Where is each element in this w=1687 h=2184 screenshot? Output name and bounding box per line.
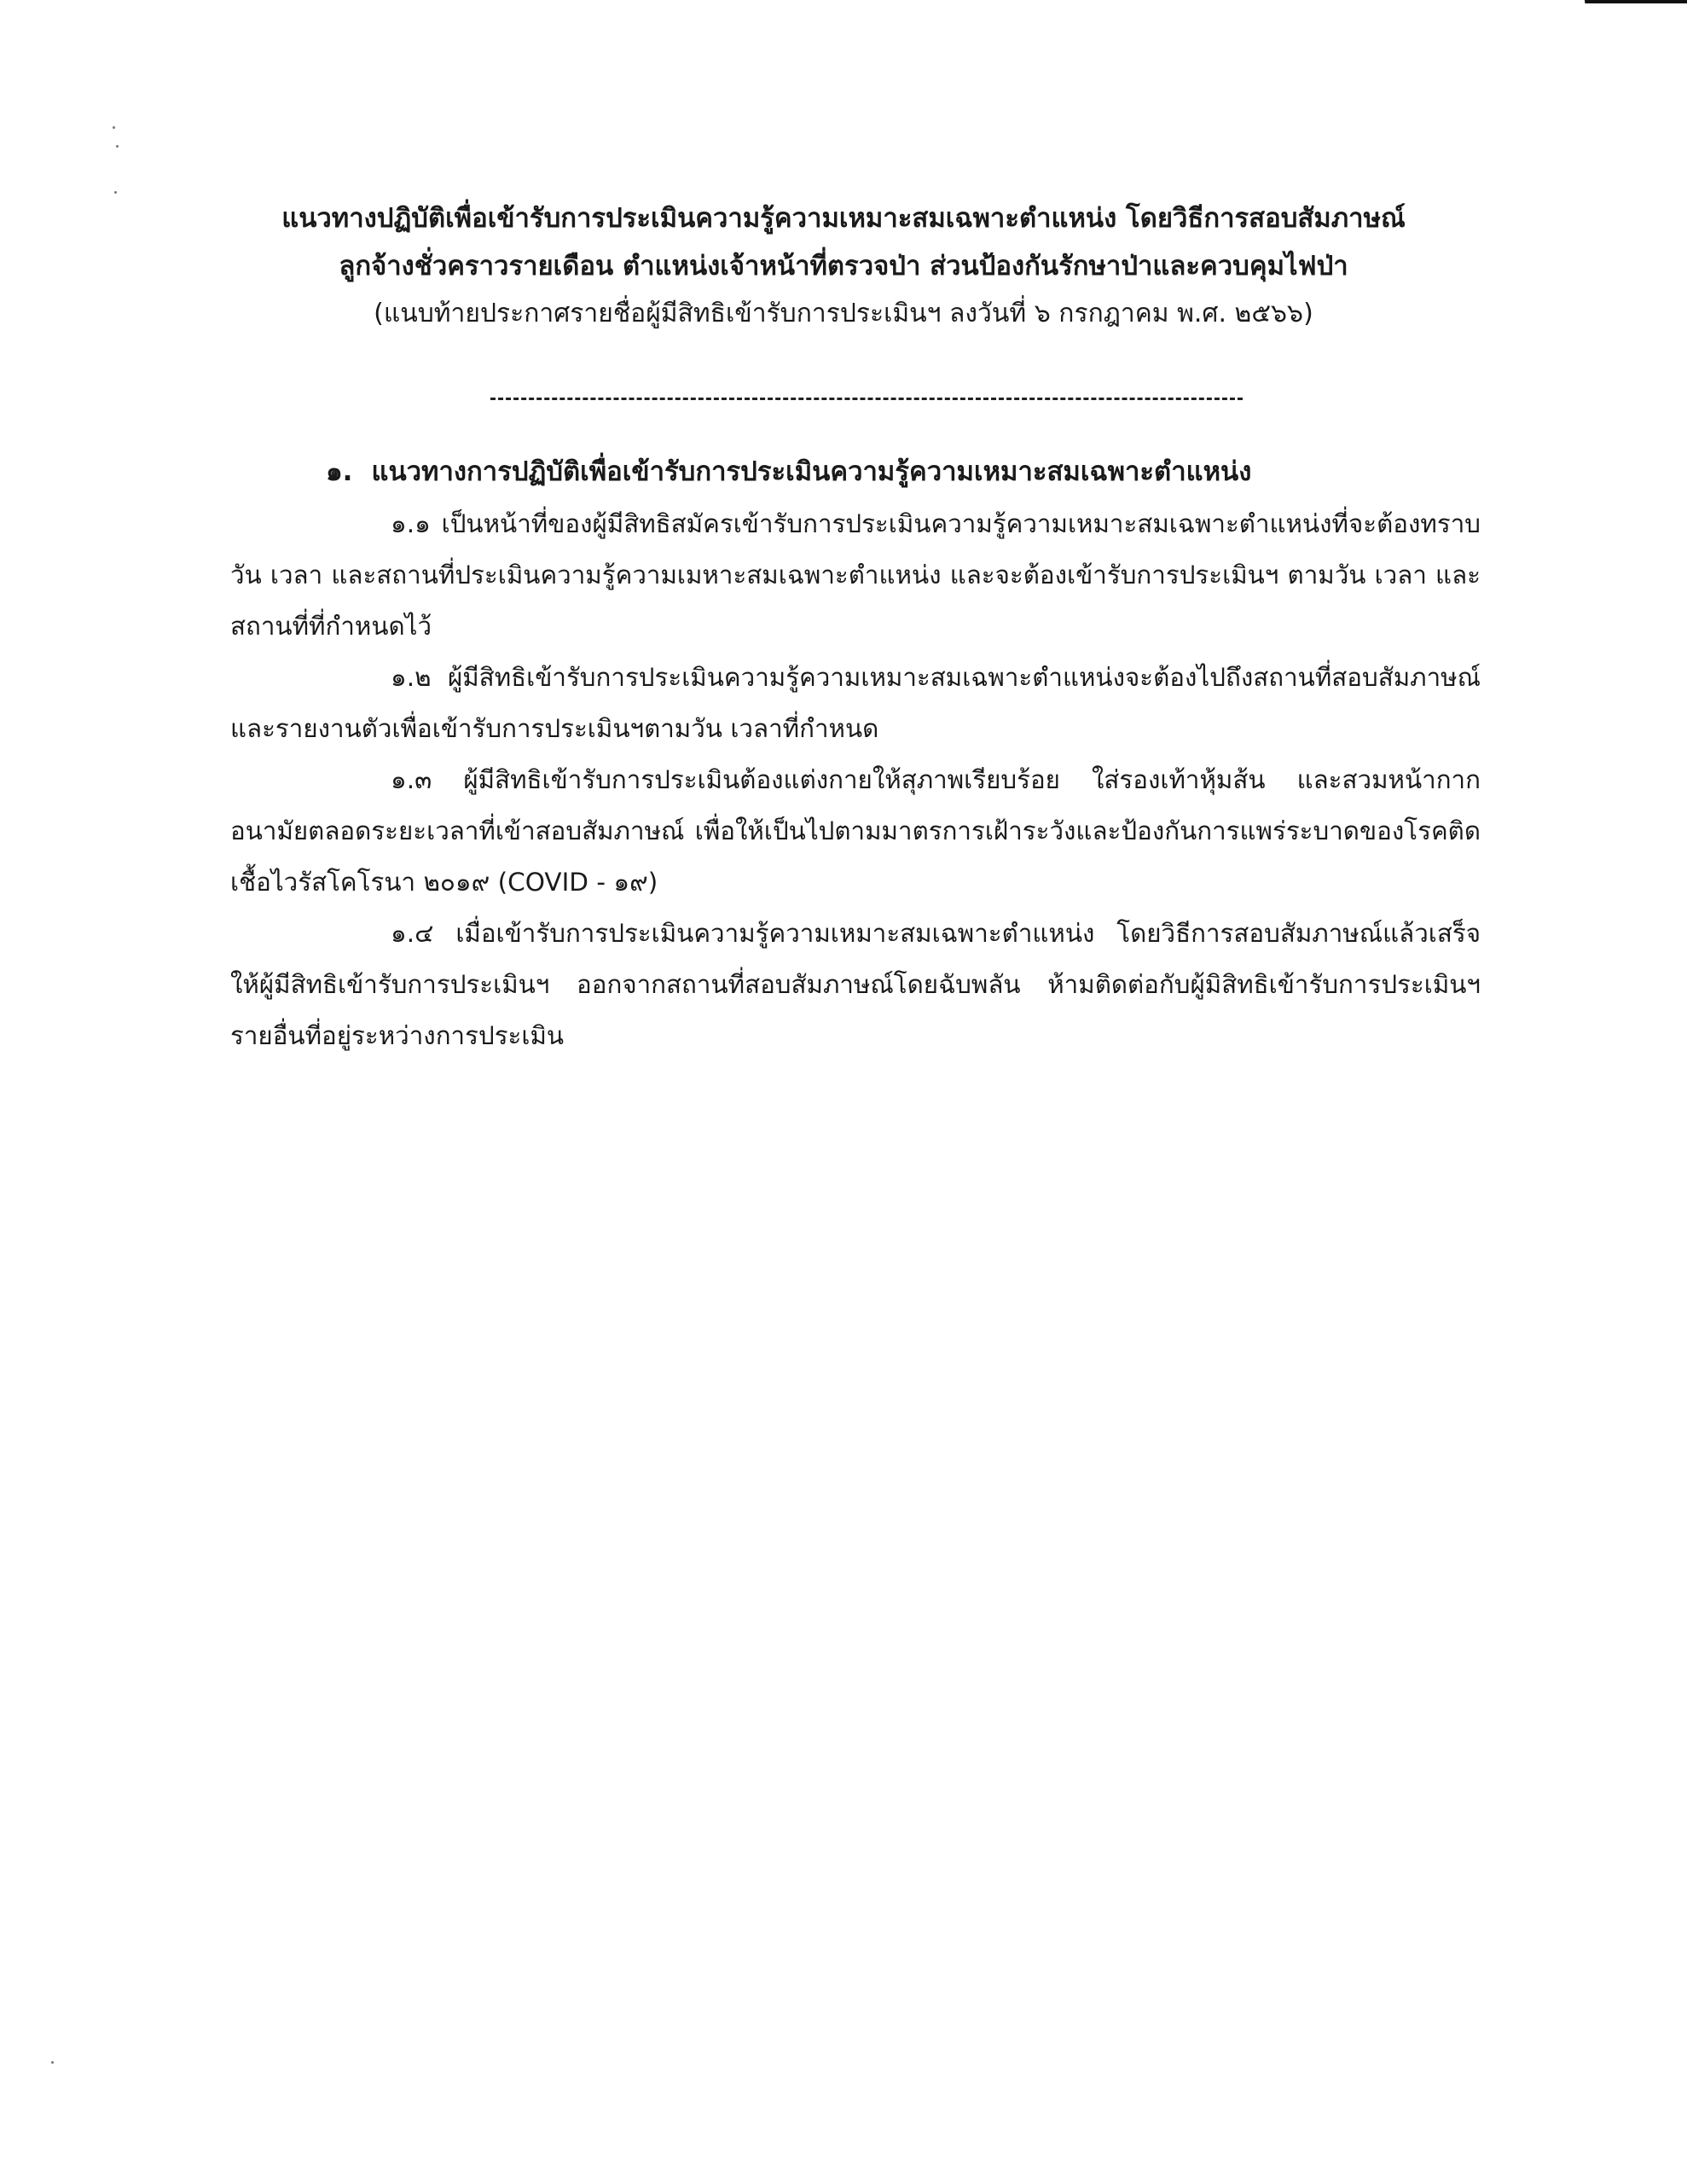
list-item (230, 652, 1481, 754)
title-line-1: แนวทางปฏิบัติเพื่อเข้ารับการประเมินความรู้ความเหมาะสมเฉพาะตำแหน่ง โดยวิธีการสอบสัมภาษณ์ (281, 203, 1406, 234)
item-text: เป็นหน้าที่ของผู้มีสิทธิสมัครเข้ารับการประเมินความรู้ความเหมาะสมเฉพาะตำแหน่งที่จะต้องทราบวัน เวลา และสถานที่ประเมินความรู้ความเมหาะสมเฉพาะตำแหน่ง และจะต้องเข้ารับการประเมินฯ ตามวัน เวลา และสถานที่ที่กำหนดไว้ (230, 509, 1481, 641)
list-item (230, 754, 1481, 908)
section-heading (326, 448, 1251, 496)
dashed-divider (490, 398, 1243, 400)
item-number: ๑.๓ (391, 765, 432, 794)
item-text: ผู้มีสิทธิเข้ารับการประเมินต้องแต่งกายให้สุภาพเรียบร้อย ใส่รองเท้าหุ้มส้น และสวมหน้ากากอนามัยตลอดระยะเวลาที่เข้าสอบสัมภาษณ์ เพื่อให้เป็นไปตามมาตรการเฝ้าระวังและป้องกันการแพร่ระบาดของโรคติดเชื้อไวรัสโคโรนา ๒๐๑๙ (COVID - ๑๙) (230, 765, 1481, 897)
list-item (230, 908, 1481, 1061)
scan-speck (116, 145, 119, 148)
subtitle: (แนบท้ายประกาศรายชื่อผู้มีสิทธิเข้ารับการประเมินฯ ลงวันที่ ๖ กรกฎาคม พ.ศ. ๒๕๖๖) (374, 299, 1313, 328)
item-text: ผู้มีสิทธิเข้ารับการประเมินความรู้ความเหมาะสมเฉพาะตำแหน่งจะต้องไปถึงสถานที่สอบสัมภาษณ์ และรายงานตัวเพื่อเข้ารับการประเมินฯตามวัน เวลาที่กำหนด (230, 663, 1481, 743)
document-header (171, 195, 1516, 338)
list-item (230, 498, 1481, 652)
scan-edge-mark (1585, 0, 1687, 15)
section-number: ๑. (326, 456, 353, 487)
section-body (230, 498, 1481, 1061)
title-line-2: ลูกจ้างชั่วคราวรายเดือน ตำแหน่งเจ้าหน้าที่ตรวจป่า ส่วนป้องกันรักษาป่าและควบคุมไฟป่า (339, 251, 1348, 282)
scan-speck (113, 126, 115, 129)
item-number: ๑.๒ (391, 663, 432, 692)
item-text: เมื่อเข้ารับการประเมินความรู้ความเหมาะสมเฉพาะตำแหน่ง โดยวิธีการสอบสัมภาษณ์แล้วเสร็จ ให้ผู้มีสิทธิเข้ารับการประเมินฯ ออกจากสถานที่สอบสัมภาษณ์โดยฉับพลัน ห้ามติดต่อกับผู้มิสิทธิเข้ารับการประเมินฯ รายอื่นที่อยู่ระหว่างการประเมิน (230, 919, 1481, 1050)
scan-speck (51, 2061, 54, 2064)
item-number: ๑.๔ (391, 919, 434, 948)
section-heading-text: แนวทางการปฏิบัติเพื่อเข้ารับการประเมินความรู้ความเหมาะสมเฉพาะตำแหน่ง (371, 456, 1252, 487)
item-number: ๑.๑ (391, 509, 431, 538)
scan-speck (114, 191, 117, 194)
